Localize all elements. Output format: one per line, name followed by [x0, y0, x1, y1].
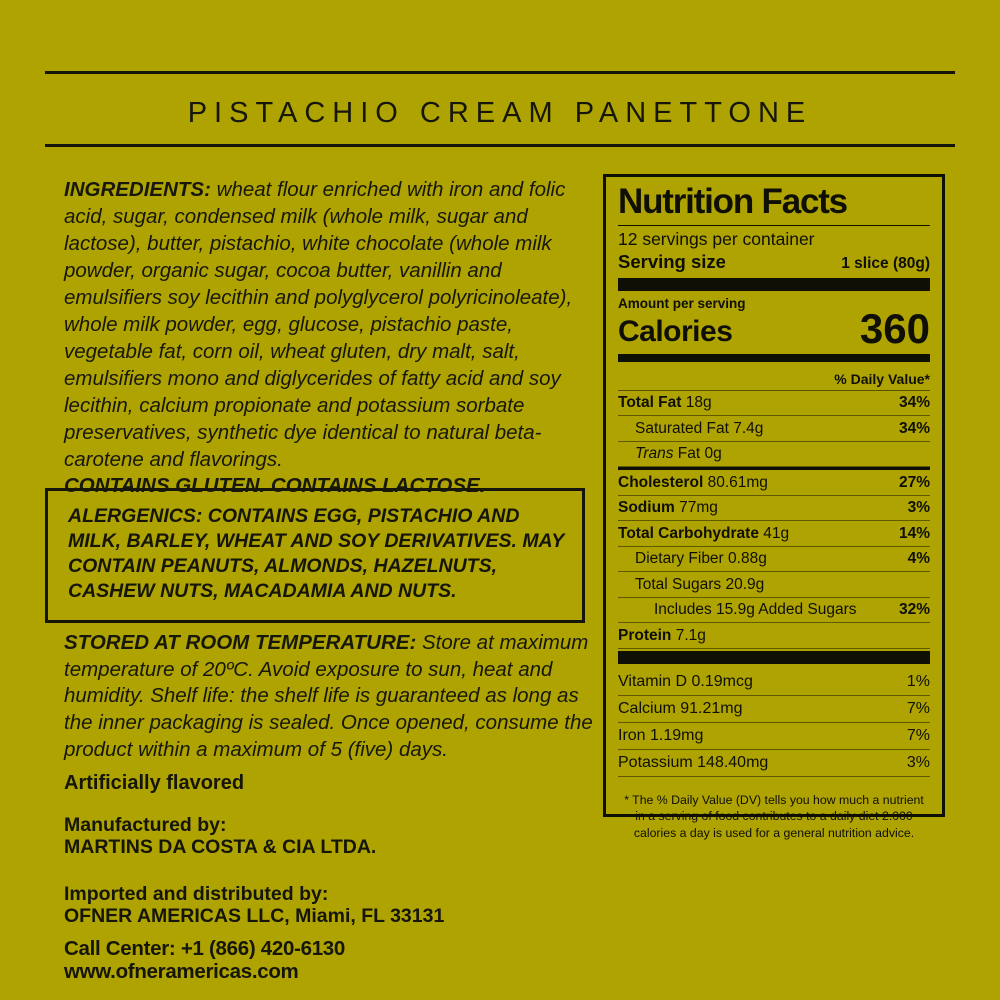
contact-block	[64, 938, 345, 983]
daily-value-header: % Daily Value*	[618, 367, 930, 391]
nutrient-row: Total Sugars 20.9g	[618, 572, 930, 598]
calories-label: Calories	[618, 314, 733, 348]
servings-per-container: 12 servings per container	[618, 229, 815, 249]
nutrient-row: Cholesterol 80.61mg 27%	[618, 467, 930, 496]
vitamin-row: Potassium 148.40mg 3%	[618, 750, 930, 777]
manufacturer-name: MARTINS DA COSTA & CIA LTDA.	[64, 836, 377, 859]
imported-by-label: Imported and distributed by:	[64, 883, 329, 905]
nutrient-row: Sodium 77mg 3%	[618, 496, 930, 522]
nutrient-row: Dietary Fiber 0.88g 4%	[618, 547, 930, 573]
nutrient-row: Protein 7.1g	[618, 623, 930, 649]
contains-statement: CONTAINS GLUTEN. CONTAINS LACTOSE.	[64, 474, 486, 498]
nutrient-row: Total Fat 18g 34%	[618, 391, 930, 417]
divider-bar-thick-2	[618, 651, 930, 664]
title-top-rule	[45, 71, 955, 74]
ingredients-text: wheat flour enriched with iron and folic acid, sugar, condensed milk (whole milk, sugar and lactose), butter, pistachio, white chocolate (whole milk powder, organic sugar, cocoa butter, vanillin and emulsifiers soy lecithin and polyglycerol polyricinoleate), whole milk powder, egg, glucose, pistachio paste, vegetable fat, corn oil, wheat gluten, dry malt, salt, emulsifiers mono and diglycerides of fatty acid and soy lecithin, calcium propionate and potassium sorbate preservatives, synthetic dye identical to natural beta-carotene and flavorings.	[64, 178, 573, 471]
artificially-flavored-note: Artificially flavored	[64, 772, 245, 794]
storage-label: STORED AT ROOM TEMPERATURE:	[64, 631, 417, 654]
call-center-number: Call Center: +1 (866) 420-6130	[64, 937, 346, 960]
page-title: PISTACHIO CREAM PANETTONE	[187, 97, 813, 129]
nutrient-row: Saturated Fat 7.4g 34%	[618, 416, 930, 442]
ingredients-label: INGREDIENTS:	[64, 178, 211, 201]
allergens-text: ALERGENICS: CONTAINS EGG, PISTACHIO AND MILK, BARLEY, WHEAT AND SOY DERIVATIVES. MAY CONTAIN PEANUTS, ALMONDS, HAZELNUTS, CASHEW NUTS, MACADAMIA AND NUTS.	[68, 505, 564, 603]
nutrition-facts-panel	[603, 174, 945, 840]
vitamin-row: Vitamin D 0.19mcg 1%	[618, 669, 930, 696]
nutrient-row: Trans Fat 0g	[618, 442, 930, 468]
allergens-box	[45, 488, 585, 623]
daily-value-footnote: * The % Daily Value (DV) tells you how much a nutrient in a serving of food contributes to a daily diet 2.000 calories a day is used for a general nutrition advice.	[624, 792, 924, 840]
nutrient-rows	[618, 391, 930, 649]
title-bottom-rule	[45, 144, 955, 147]
nutrient-row: Total Carbohydrate 41g 14%	[618, 521, 930, 547]
nutrient-row: Includes 15.9g Added Sugars 32%	[618, 598, 930, 624]
storage-paragraph	[64, 630, 598, 763]
importer-block	[64, 883, 444, 928]
manufactured-by-label: Manufactured by:	[64, 814, 227, 836]
ingredients-paragraph	[64, 177, 594, 500]
vitamin-row: Calcium 91.21mg 7%	[618, 696, 930, 723]
website-url: www.ofneramericas.com	[64, 959, 299, 983]
divider-bar-medium	[618, 354, 930, 362]
calories-row	[618, 305, 930, 352]
importer-name: OFNER AMERICAS LLC, Miami, FL 33131	[64, 905, 445, 928]
divider-bar-thick	[618, 278, 930, 291]
serving-size-label: Serving size	[618, 251, 726, 272]
manufacturer-block	[64, 814, 376, 859]
vitamin-row: Iron 1.19mg 7%	[618, 723, 930, 750]
vitamin-rows	[618, 669, 930, 777]
nutrition-facts-title: Nutrition Facts	[618, 182, 930, 226]
amount-per-serving-label: Amount per serving	[618, 296, 746, 311]
calories-value: 360	[859, 305, 930, 352]
serving-size-value: 1 slice (80g)	[841, 255, 930, 272]
storage-text: Store at maximum temperature of 20ºC. Avoid exposure to sun, heat and humidity. Shelf life: the shelf life is guaranteed as long as the inner packaging is sealed. Once opened, consume the product within a maximum of 5 (five) days.	[64, 631, 593, 761]
serving-size-row	[618, 251, 930, 273]
